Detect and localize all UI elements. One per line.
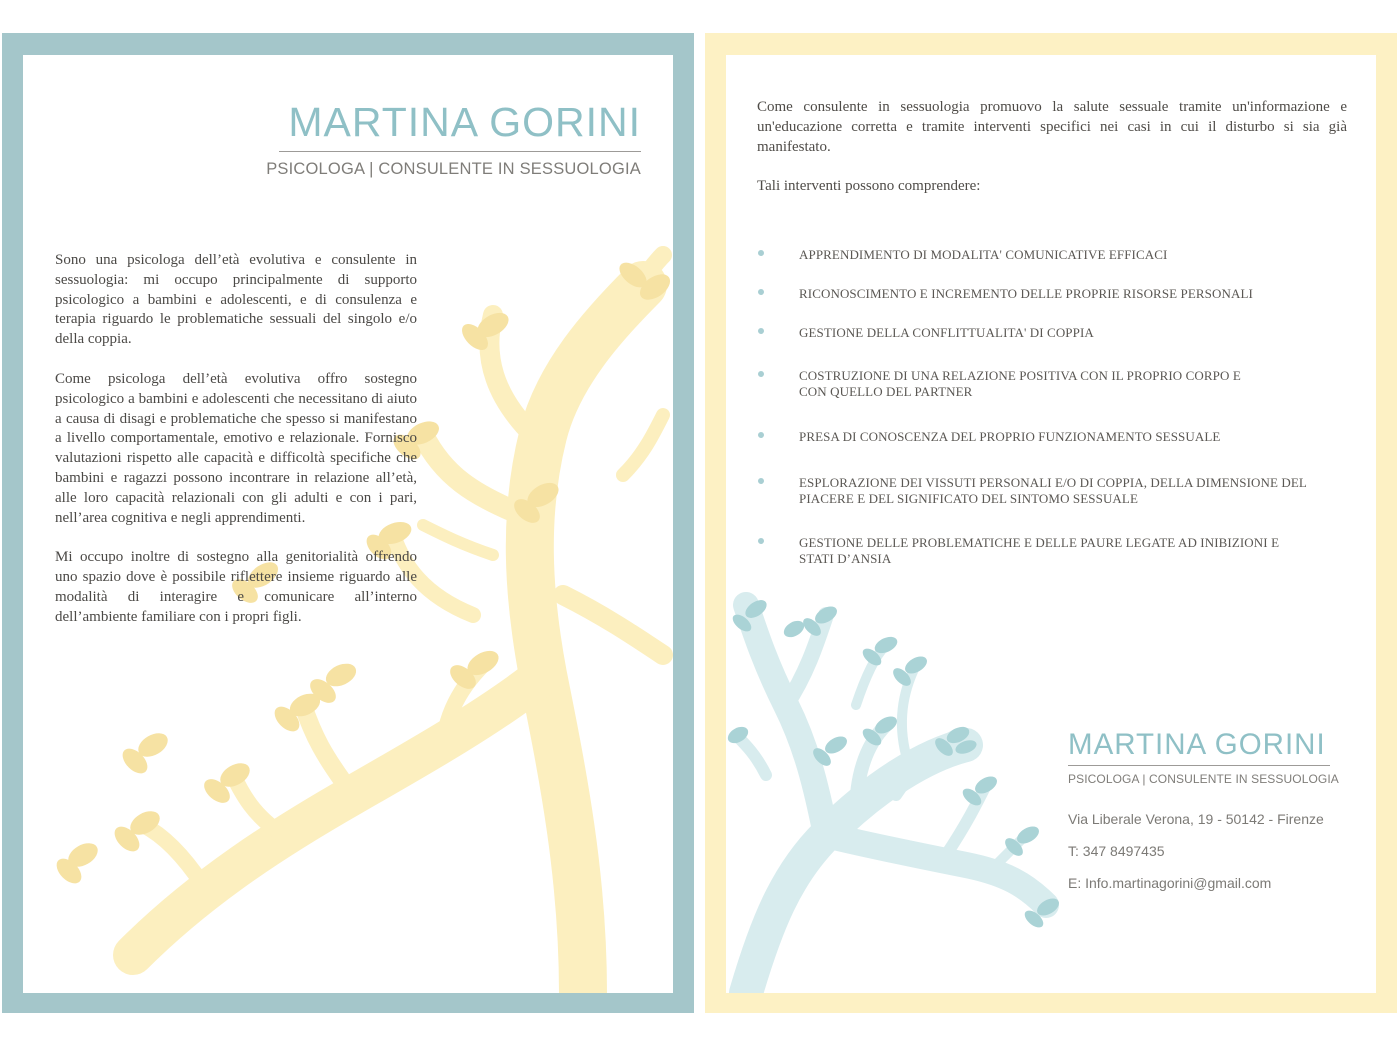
list-item-text: ESPLORAZIONE DEI VISSUTI PERSONALI E/O DI COPPIA, DELLA DIMENSIONE DEL PIACERE E DEL SIGNIFICATO DEL SINTOMO SESSUALE bbox=[799, 475, 1307, 506]
dot-bullet-icon bbox=[758, 478, 764, 484]
phone-text: T: 347 8497435 bbox=[1068, 843, 1165, 859]
dot-bullet-icon bbox=[758, 328, 764, 334]
brochure-page-right bbox=[705, 33, 1397, 1013]
divider bbox=[279, 151, 641, 152]
sessuologia-intro bbox=[757, 98, 1347, 197]
dot-bullet-icon bbox=[758, 371, 764, 377]
paragraph: Come consulente in sessuologia promuovo la salute sessuale tramite un'informazione e un'educazione corretta e tramite interventi specifici nei casi in cui il disturbo si sia già manifestato. bbox=[757, 99, 1347, 155]
divider bbox=[1068, 765, 1330, 766]
brand-tagline: PSICOLOGA | CONSULENTE IN SESSUOLOGIA bbox=[266, 160, 641, 178]
brochure-page-left bbox=[2, 33, 694, 1013]
list-item-text: COSTRUZIONE DI UNA RELAZIONE POSITIVA CON IL PROPRIO CORPO E CON QUELLO DEL PARTNER bbox=[799, 368, 1241, 399]
paragraph: Sono una psicologa dell’età evolutiva e consulente in sessuologia: mi occupo principalmente di supporto psicologico a bambini e adolescenti, e di consulenza e terapia riguardo le problematiche sessuali del singolo e/o della coppia. bbox=[55, 252, 417, 348]
page-left-content bbox=[23, 55, 673, 993]
brand-name: MARTINA GORINI bbox=[288, 99, 641, 145]
dot-bullet-icon bbox=[758, 289, 764, 295]
brand-tagline: PSICOLOGA | CONSULENTE IN SESSUOLOGIA bbox=[1068, 772, 1339, 786]
paragraph: Come psicologa dell’età evolutiva offro sostegno psicologico a bambini e adolescenti che necessitano di aiuto a causa di disagi e problematiche che spesso si manifestano a livello comportamentale, emotivo e relazionale. Fornisco valutazioni rispetto alle capacità e difficoltà specifiche che bambini e ragazzi possono incontrare in relazione all’età, alle loro capacità relazionali con gli adulti e con i pari, nell’area cognitiva e negli apprendimenti. bbox=[55, 370, 417, 526]
brand-header bbox=[266, 97, 641, 179]
list-item-text: PRESA DI CONOSCENZA DEL PROPRIO FUNZIONAMENTO SESSUALE bbox=[799, 429, 1221, 444]
paragraph: Tali interventi possono comprendere: bbox=[757, 178, 981, 195]
page-right-content bbox=[726, 55, 1376, 993]
address-text: Via Liberale Verona, 19 - 50142 - Firenze bbox=[1068, 811, 1324, 827]
paragraph: Mi occupo inoltre di sostegno alla genitorialità offrendo uno spazio dove è possibile riflettere insieme riguardo alle modalità di interagire e comunicare all’interno dell’ambiente familiare con i propri figli. bbox=[55, 549, 417, 625]
brand-name: MARTINA GORINI bbox=[1068, 728, 1326, 761]
contact-block bbox=[1068, 727, 1348, 891]
list-item-text: RICONOSCIMENTO E INCREMENTO DELLE PROPRIE RISORSE PERSONALI bbox=[799, 286, 1253, 301]
list-item-text: APPRENDIMENTO DI MODALITA' COMUNICATIVE EFFICACI bbox=[799, 247, 1168, 262]
list-item-text: GESTIONE DELLA CONFLITTUALITA' DI COPPIA bbox=[799, 325, 1094, 340]
dot-bullet-icon bbox=[758, 250, 764, 256]
email-link[interactable]: E: Info.martinagorini@gmail.com bbox=[1068, 875, 1272, 891]
list-item-text: GESTIONE DELLE PROBLEMATICHE E DELLE PAURE LEGATE AD INIBIZIONI E STATI D’ANSIA bbox=[799, 535, 1280, 566]
intro-text bbox=[55, 251, 417, 648]
dot-bullet-icon bbox=[758, 538, 764, 544]
dot-bullet-icon bbox=[758, 432, 764, 438]
